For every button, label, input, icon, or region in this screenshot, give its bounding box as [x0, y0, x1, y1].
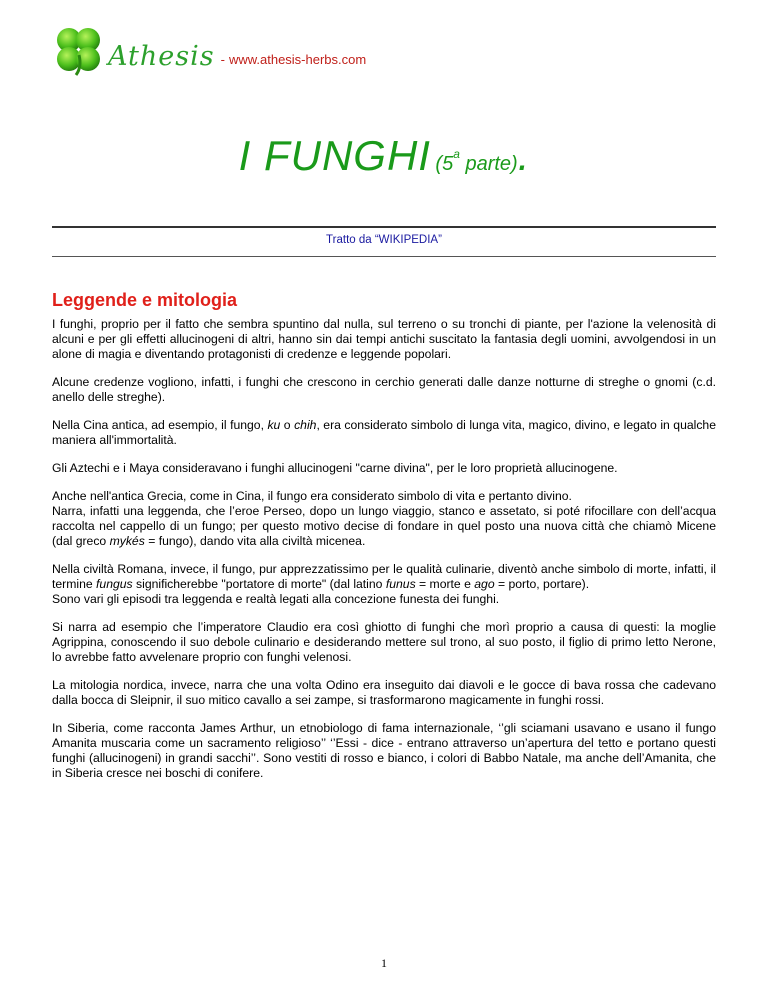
- paragraph-9: In Siberia, come racconta James Arthur, un etnobiologo di fama internazionale, ‘’gli sciamani usavano e usano il fungo Amanita muscaria come un sacramento religioso’’ ‘’Essi - dice - entrano attraverso un’apertura del tetto e portano questi funghi (allucinogeni) in grandi sacchi’’. Sono vestiti di rosso e bianco, i colori di Babbo Natale, ma anche dell’Amanita, che in Siberia cresce nei boschi di conifere.: [52, 721, 716, 780]
- paragraph-7: Si narra ad esempio che l’imperatore Claudio era così ghiotto di funghi che morì proprio a causa di questi: la moglie Agrippina, conoscendo il suo debole culinario e desiderando mettere sul trono, al suo posto, il figlio di primo letto Nerone, lo avrebbe fatto avvelenare proprio con funghi velenosi.: [52, 620, 716, 664]
- section-heading: Leggende e mitologia: [52, 290, 238, 310]
- paragraph-6: Nella civiltà Romana, invece, il fungo, pur apprezzatissimo per le qualità culinarie, diventò anche simbolo di morte, infatti, il termine fungus significherebbe "portatore di morte" (dal latino funus = morte e ago = porto, portare). Sono vari gli episodi tra leggenda e realtà legati alla concezione funesta dei funghi.: [52, 562, 716, 606]
- title-superscript: a: [453, 147, 460, 162]
- brand-separator: -: [220, 51, 225, 67]
- paragraph-1: I funghi, proprio per il fatto che sembra spuntino dal nulla, sul terreno o su tronchi di piante, per l'azione la velenosità di alcuni e per gli effetti allucinogeni di altri, hanno sin dai tempi antichi suscitato la fantasia degli uomini, avvolgendosi in un alone di magia e diventando protagonisti di credenze e leggende popolari.: [52, 317, 716, 361]
- brand-name: Athesis: [108, 40, 215, 72]
- document-title: [0, 132, 768, 180]
- paragraph-2: Alcune credenze vogliono, infatti, i funghi che crescono in cerchio generati dalle danze notturne di streghe o gnomi (c.d. anello delle streghe).: [52, 375, 716, 404]
- paragraph-3: Nella Cina antica, ad esempio, il fungo, ku o chih, era considerato simbolo di lunga vita, magico, divino, e legato in qualche maniera all'immortalità.: [52, 418, 716, 447]
- site-header: [52, 26, 366, 76]
- website-url: www.athesis-herbs.com: [228, 51, 367, 67]
- article-body: [52, 290, 716, 794]
- page-number: 1: [381, 956, 387, 970]
- bottom-divider: [52, 256, 716, 257]
- paragraph-4: Gli Aztechi e i Maya consideravano i funghi allucinogeni "carne divina", per le loro proprietà allucinogene.: [52, 461, 618, 475]
- title-part: (5$^a$ parte): [435, 147, 518, 175]
- title-dot: .: [517, 132, 530, 179]
- source-note: Tratto da “WIKIPEDIA”: [326, 234, 442, 246]
- top-divider: [52, 226, 716, 228]
- paragraph-5: Anche nell'antica Grecia, come in Cina, il fungo era considerato simbolo di vita e pertanto divino. Narra, infatti una leggenda, che l’eroe Perseo, dopo un lungo viaggio, stanco e assetato, si poté rifocillare con dell’acqua raccolta nel cappello di un fungo; per questo motivo decise di fondare in quel posto una nuova città che chiamò Micene (dal greco mykés = fungo), dando vita alla civiltà micenea.: [52, 489, 716, 548]
- four-leaf-clover-logo-icon: [52, 25, 104, 77]
- title-main: I FUNGHI: [238, 132, 431, 179]
- paragraph-8: La mitologia nordica, invece, narra che una volta Odino era inseguito dai diavoli e le gocce di bava rossa che cadevano dalla bocca di Sleipnir, il suo mitico cavallo a sei zampe, si trasformarono magicamente in funghi rossi.: [52, 678, 716, 707]
